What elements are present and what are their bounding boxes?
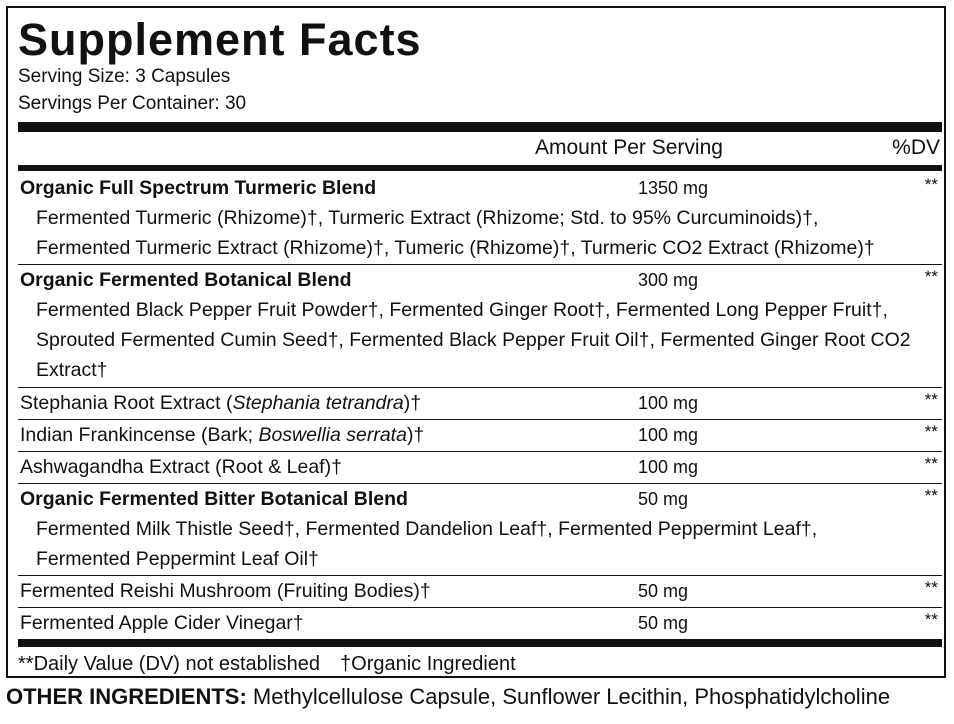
ingredient-sub-line: Fermented Black Pepper Fruit Powder†, Fermented Ginger Root†, Fermented Long Pepper Fruit†, <box>36 299 888 321</box>
ingredient-amount: 300 mg <box>638 270 699 290</box>
ingredient-amount: 100 mg <box>638 425 699 445</box>
ingredient-sub-line: Fermented Turmeric Extract (Rhizome)†, Tumeric (Rhizome)†, Turmeric CO2 Extract (Rhizome)† <box>36 237 875 259</box>
ingredient-dv: ** <box>924 578 938 597</box>
ingredient-row-botanical-blend <box>18 264 942 387</box>
thick-divider-top <box>18 122 942 132</box>
other-ingredients-label: OTHER INGREDIENTS: <box>6 684 247 709</box>
ingredient-amount: 1350 mg <box>638 178 709 198</box>
supplement-facts-panel <box>6 6 946 678</box>
ingredient-amount: 50 mg <box>638 581 689 601</box>
ingredient-row-reishi <box>18 575 942 607</box>
serving-size: Serving Size: 3 Capsules <box>18 66 231 87</box>
thick-divider-header <box>18 165 942 171</box>
ingredient-row-frankincense <box>18 419 942 451</box>
ingredient-name: Fermented Apple Cider Vinegar† <box>20 612 304 634</box>
ingredient-amount: 100 mg <box>638 393 699 413</box>
ingredient-dv: ** <box>924 267 938 286</box>
thick-divider-bottom <box>18 639 942 647</box>
ingredient-name: Ashwagandha Extract (Root & Leaf)† <box>20 456 342 478</box>
ingredient-sub-line: Extract† <box>36 359 108 381</box>
ingredient-row-acv <box>18 607 942 639</box>
ingredient-amount: 100 mg <box>638 457 699 477</box>
dv-footnote: **Daily Value (DV) not established <box>18 653 321 675</box>
ingredient-sub-line: Fermented Peppermint Leaf Oil† <box>36 548 319 570</box>
ingredient-dv: ** <box>924 175 938 194</box>
ingredient-name: Organic Fermented Bitter Botanical Blend <box>20 488 408 510</box>
ingredient-row-bitter-blend <box>18 483 942 575</box>
ingredient-name: Stephania Root Extract (Stephania tetrandra)† <box>20 392 422 414</box>
servings-per-container: Servings Per Container: 30 <box>18 93 247 114</box>
other-ingredients-text: Methylcellulose Capsule, Sunflower Lecithin, Phosphatidylcholine <box>246 684 891 709</box>
dv-header: %DV <box>892 136 940 159</box>
ingredient-dv: ** <box>924 422 938 441</box>
ingredient-name: Fermented Reishi Mushroom (Fruiting Bodies)† <box>20 580 431 602</box>
organic-footnote: †Organic Ingredient <box>340 653 516 675</box>
ingredient-amount: 50 mg <box>638 613 689 633</box>
ingredient-sub-line: Fermented Milk Thistle Seed†, Fermented Dandelion Leaf†, Fermented Peppermint Leaf†, <box>36 518 818 540</box>
ingredient-dv: ** <box>924 610 938 629</box>
footnote <box>18 653 516 676</box>
ingredient-row-stephania <box>18 387 942 419</box>
ingredient-sub-line: Fermented Turmeric (Rhizome)†, Turmeric Extract (Rhizome; Std. to 95% Curcuminoids)†, <box>36 207 819 229</box>
ingredient-dv: ** <box>924 390 938 409</box>
ingredient-dv: ** <box>924 454 938 473</box>
ingredient-name: Indian Frankincense (Bark; Boswellia serrata)† <box>20 424 425 446</box>
ingredient-name: Organic Fermented Botanical Blend <box>20 269 352 291</box>
ingredient-row-ashwagandha <box>18 451 942 483</box>
ingredient-sub-line: Sprouted Fermented Cumin Seed†, Fermented Black Pepper Fruit Oil†, Fermented Ginger Root CO2 <box>36 329 911 351</box>
other-ingredients <box>6 684 890 710</box>
ingredient-name: Organic Full Spectrum Turmeric Blend <box>20 177 377 199</box>
ingredient-dv: ** <box>924 486 938 505</box>
ingredient-row-turmeric-blend <box>18 173 942 263</box>
amount-per-serving-header: Amount Per Serving <box>535 136 723 159</box>
ingredient-amount: 50 mg <box>638 489 689 509</box>
panel-title: Supplement Facts <box>18 14 422 65</box>
